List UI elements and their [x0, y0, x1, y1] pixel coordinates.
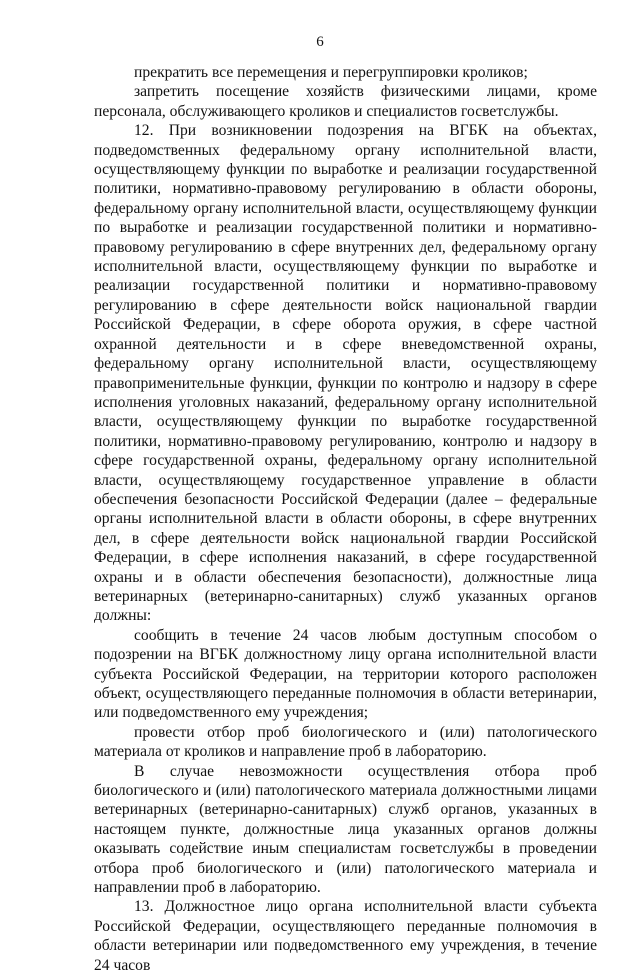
- paragraph-report-24h: сообщить в течение 24 часов любым доступным способом о подозрении на ВГБК должностному лицу органа исполнительной власти субъекта Российской Федерации, на территории которого расположен объект, осуществляющего переданные полномочия в области ветеринарии, или подведомственного ему учреждения;: [94, 626, 597, 722]
- paragraph-assistance: В случае невозможности осуществления отбора проб биологического и (или) патологического материала должностными лицами ветеринарных (ветеринарно-санитарных) служб органов, указанных в настоящем пункте, должностные лица указанных органов должны оказывать содействие иным специалистам госветслужбы в проведении отбора проб биологического и (или) патологического материала и направлении проб в лабораторию.: [94, 762, 597, 897]
- paragraph-clause-13: 13. Должностное лицо органа исполнительной власти субъекта Российской Федерации, осуществляющего переданные полномочия в области ветеринарии или подведомственного ему учреждения, в течение 24 часов: [94, 898, 597, 974]
- document-body: [94, 63, 597, 975]
- paragraph-stop-movements: прекратить все перемещения и перегруппировки кроликов;: [134, 64, 528, 81]
- page-number: 6: [316, 34, 324, 50]
- paragraph-ban-visits: запретить посещение хозяйств физическими лицами, кроме персонала, обслуживающего кроликов и специалистов госветслужбы.: [94, 83, 597, 120]
- paragraph-sampling: провести отбор проб биологического и (или) патологического материала от кроликов и направление проб в лабораторию.: [94, 723, 597, 761]
- paragraph-clause-12: 12. При возникновении подозрения на ВГБК на объектах, подведомственных федеральному органу исполнительной власти, осуществляющему функции по выработке и реализации государственной политики, нормативно-правовому регулированию в области обороны, федеральному органу исполнительной власти, осуществляющему функции по выработке и реализации государственной политики и нормативно-правовому регулированию в сфере внутренних дел, федеральному органу исполнительной власти, осуществляющему функции по выработке и реализации государственной политики и нормативно-правовому регулированию в сфере деятельности войск национальной гвардии Российской Федерации, в сфере оборота оружия, в сфере частной охранной деятельности и в сфере вневедомственной охраны, федеральному органу исполнительной власти, осуществляющему правоприменительные функции, функции по контролю и надзору в сфере исполнения уголовных наказаний, федеральному органу исполнительной власти, осуществляющему функции по выработке государственной политики, нормативно-правовому регулированию, контролю и надзору в сфере государственной охраны, федеральному органу исполнительной власти, осуществляющему государственное управление в области обеспечения безопасности Российской Федерации (далее – федеральные органы исполнительной власти в области обороны, в сфере внутренних дел, в сфере деятельности войск национальной гвардии Российской Федерации, в сфере исполнения наказаний, в сфере государственной охраны и в области обеспечения безопасности), должностные лица ветеринарных (ветеринарно-санитарных) служб указанных органов должны:: [94, 122, 597, 625]
